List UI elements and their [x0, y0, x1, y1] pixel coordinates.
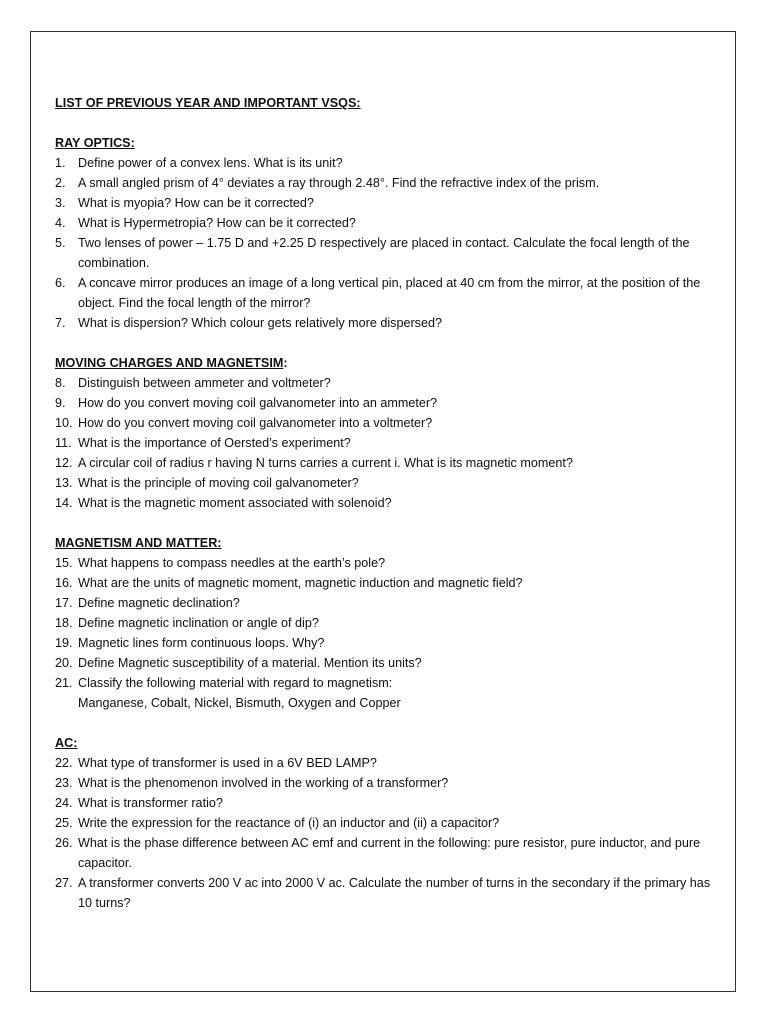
- question-text-block: [78, 173, 725, 193]
- question-text-block: [78, 593, 725, 613]
- question-item: [55, 313, 725, 333]
- question-item: [55, 653, 725, 673]
- question-text-block: [78, 473, 725, 493]
- question-text: What is the phase difference between AC emf and current in the following: pure resistor, pure inductor, and pure capacitor.: [78, 836, 701, 870]
- question-item: [55, 773, 725, 793]
- question-text-block: [78, 433, 725, 453]
- question-text: What type of transformer is used in a 6V BED LAMP?: [78, 756, 377, 770]
- question-number: 12.: [55, 456, 73, 470]
- question-text: Define power of a convex lens. What is its unit?: [78, 156, 343, 170]
- question-number: 25.: [55, 816, 73, 830]
- section: [55, 533, 725, 713]
- section: [55, 733, 725, 913]
- question-item: [55, 173, 725, 193]
- question-text: Two lenses of power – 1.75 D and +2.25 D respectively are placed in contact. Calculate the focal length of the combination.: [78, 236, 690, 270]
- question-text: How do you convert moving coil galvanometer into a voltmeter?: [78, 416, 433, 430]
- question-number: 20.: [55, 656, 73, 670]
- question-item: [55, 493, 725, 513]
- question-text-block: [78, 873, 725, 913]
- question-text-block: [78, 413, 725, 433]
- question-number: 3.: [55, 196, 66, 210]
- question-sections: [55, 133, 725, 913]
- section-heading-suffix: :: [283, 356, 288, 370]
- question-number: 21.: [55, 676, 73, 690]
- question-text-block: [78, 793, 725, 813]
- question-list: [55, 753, 725, 913]
- question-item: [55, 833, 725, 873]
- question-number: 22.: [55, 756, 73, 770]
- section-heading-text: MOVING CHARGES AND MAGNETSIM: [55, 356, 284, 370]
- question-number: 15.: [55, 556, 73, 570]
- question-item: [55, 393, 725, 413]
- question-number: 8.: [55, 376, 66, 390]
- question-number: 17.: [55, 596, 73, 610]
- question-item: [55, 193, 725, 213]
- question-number: 9.: [55, 396, 66, 410]
- question-number: 14.: [55, 496, 73, 510]
- question-list: [55, 553, 725, 713]
- question-text-block: [78, 493, 725, 513]
- question-item: [55, 753, 725, 773]
- question-number: 23.: [55, 776, 73, 790]
- question-item: [55, 373, 725, 393]
- question-item: [55, 793, 725, 813]
- question-item: [55, 433, 725, 453]
- question-text: A transformer converts 200 V ac into 2000 V ac. Calculate the number of turns in the secondary if the primary has 10 turns?: [78, 876, 711, 910]
- question-item: [55, 553, 725, 573]
- question-text: What is the phenomenon involved in the working of a transformer?: [78, 776, 449, 790]
- question-subtext: Manganese, Cobalt, Nickel, Bismuth, Oxygen and Copper: [78, 696, 401, 710]
- question-text-block: [78, 393, 725, 413]
- question-item: [55, 593, 725, 613]
- section-heading: [55, 133, 725, 153]
- question-item: [55, 453, 725, 473]
- question-number: 4.: [55, 216, 66, 230]
- question-text: Define magnetic inclination or angle of dip?: [78, 616, 319, 630]
- question-item: [55, 233, 725, 273]
- question-text: Distinguish between ammeter and voltmeter?: [78, 376, 331, 390]
- question-item: [55, 573, 725, 593]
- question-number: 11.: [55, 436, 72, 450]
- question-number: 5.: [55, 236, 66, 250]
- question-number: 24.: [55, 796, 73, 810]
- question-number: 10.: [55, 416, 73, 430]
- question-text-block: [78, 673, 725, 713]
- section: [55, 133, 725, 333]
- question-text-block: [78, 573, 725, 593]
- question-item: [55, 153, 725, 173]
- section-heading-text: AC:: [55, 736, 78, 750]
- question-text-block: [78, 213, 725, 233]
- question-text-block: [78, 553, 725, 573]
- question-text-block: [78, 773, 725, 793]
- section-heading-text: MAGNETISM AND MATTER:: [55, 536, 222, 550]
- question-text: What is transformer ratio?: [78, 796, 223, 810]
- question-item: [55, 873, 725, 913]
- question-text: A circular coil of radius r having N turns carries a current i. What is its magnetic moment?: [78, 456, 573, 470]
- question-number: 13.: [55, 476, 73, 490]
- question-text: What is the importance of Oersted’s experiment?: [78, 436, 351, 450]
- question-item: [55, 413, 725, 433]
- question-text: Define Magnetic susceptibility of a material. Mention its units?: [78, 656, 422, 670]
- question-text: Define magnetic declination?: [78, 596, 240, 610]
- question-text-block: [78, 833, 725, 873]
- question-number: 16.: [55, 576, 73, 590]
- question-item: [55, 473, 725, 493]
- question-text-block: [78, 653, 725, 673]
- section: [55, 353, 725, 513]
- question-text: Write the expression for the reactance of (i) an inductor and (ii) a capacitor?: [78, 816, 500, 830]
- question-number: 7.: [55, 316, 66, 330]
- question-text: What is myopia? How can be it corrected?: [78, 196, 314, 210]
- question-text: How do you convert moving coil galvanometer into an ammeter?: [78, 396, 438, 410]
- question-item: [55, 613, 725, 633]
- question-text: A small angled prism of 4° deviates a ray through 2.48°. Find the refractive index of the prism.: [78, 176, 600, 190]
- question-number: 6.: [55, 276, 66, 290]
- question-number: 18.: [55, 616, 73, 630]
- question-text: Magnetic lines form continuous loops. Why?: [78, 636, 325, 650]
- document-body: [55, 93, 725, 933]
- question-text-block: [78, 453, 725, 473]
- question-list: [55, 153, 725, 333]
- question-text-block: [78, 313, 725, 333]
- question-text: What is Hypermetropia? How can be it corrected?: [78, 216, 356, 230]
- question-number: 2.: [55, 176, 66, 190]
- question-text: What is the principle of moving coil galvanometer?: [78, 476, 359, 490]
- question-text-block: [78, 273, 725, 313]
- question-text: What are the units of magnetic moment, magnetic induction and magnetic field?: [78, 576, 523, 590]
- question-item: [55, 633, 725, 653]
- document-title: LIST OF PREVIOUS YEAR AND IMPORTANT VSQS:: [55, 96, 361, 110]
- question-item: [55, 273, 725, 313]
- question-item: [55, 673, 725, 713]
- question-text-block: [78, 753, 725, 773]
- question-text-block: [78, 233, 725, 273]
- question-text-block: [78, 813, 725, 833]
- question-item: [55, 813, 725, 833]
- question-text-block: [78, 613, 725, 633]
- section-heading-text: RAY OPTICS:: [55, 136, 135, 150]
- question-text: A concave mirror produces an image of a long vertical pin, placed at 40 cm from the mirror, at the position of the object. Find the focal length of the mirror?: [78, 276, 701, 310]
- question-item: [55, 213, 725, 233]
- question-list: [55, 373, 725, 513]
- question-text: What is dispersion? Which colour gets relatively more dispersed?: [78, 316, 442, 330]
- question-number: 1.: [55, 156, 66, 170]
- question-text: Classify the following material with regard to magnetism:: [78, 676, 393, 690]
- question-text-block: [78, 193, 725, 213]
- question-text-block: [78, 373, 725, 393]
- question-number: 19.: [55, 636, 73, 650]
- question-text-block: [78, 633, 725, 653]
- section-heading: [55, 353, 725, 373]
- question-number: 26.: [55, 836, 73, 850]
- question-number: 27.: [55, 876, 73, 890]
- section-heading: [55, 733, 725, 753]
- question-text: What happens to compass needles at the earth’s pole?: [78, 556, 386, 570]
- question-text-block: [78, 153, 725, 173]
- question-text: What is the magnetic moment associated with solenoid?: [78, 496, 392, 510]
- section-heading: [55, 533, 725, 553]
